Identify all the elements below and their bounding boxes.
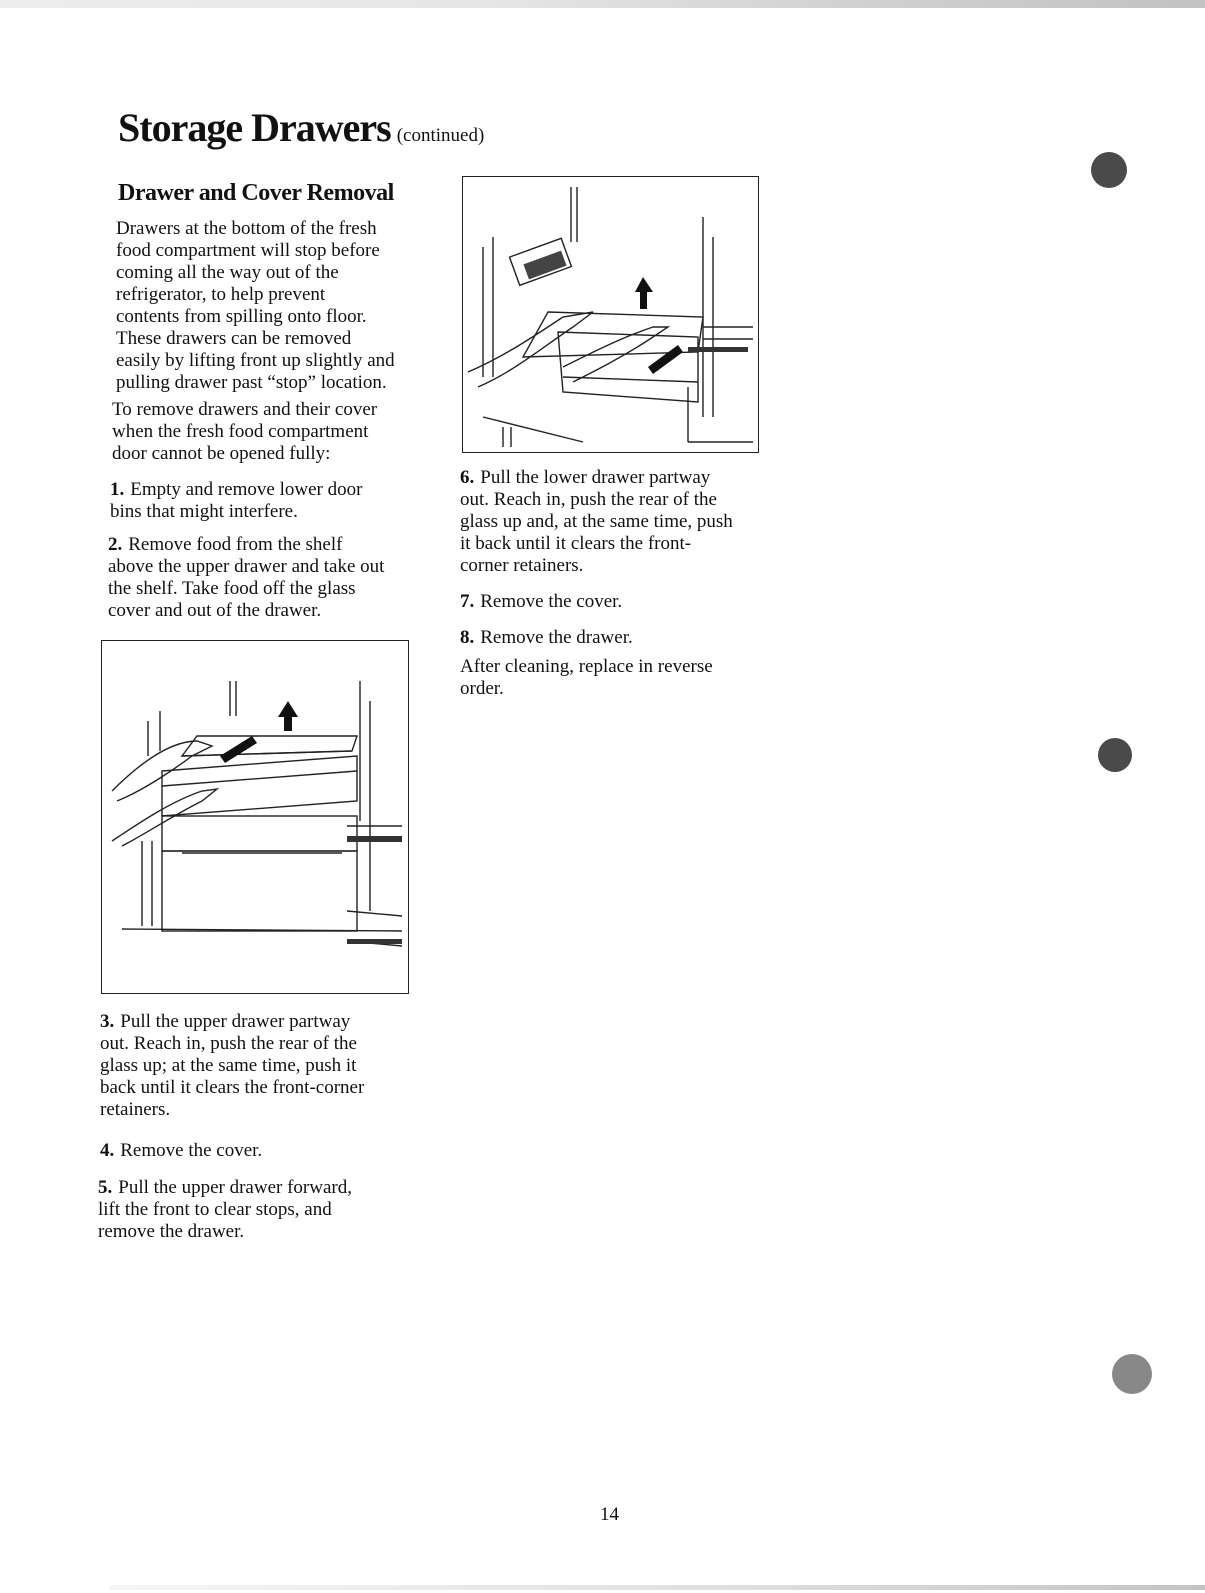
step-line: Pull the lower drawer partway — [480, 467, 711, 488]
condition-line: when the fresh food compartment — [112, 421, 369, 442]
step-8 — [460, 627, 770, 649]
step-line: corner retainers. — [460, 555, 584, 576]
step-line: back until it clears the front-corner — [100, 1077, 365, 1098]
step-7 — [460, 591, 770, 613]
intro-line: coming all the way out of the — [116, 262, 339, 283]
binder-hole-top — [1091, 152, 1127, 188]
drawer-illustration-2-svg — [463, 177, 758, 452]
condition-paragraph — [112, 399, 422, 465]
step-number: 7. — [460, 591, 475, 612]
step-line: Remove food from the shelf — [128, 534, 343, 555]
step-line: Remove the cover. — [480, 591, 623, 612]
step-line: bins that might interfere. — [110, 501, 298, 522]
step-5 — [98, 1177, 418, 1243]
step-6 — [460, 467, 780, 577]
intro-line: refrigerator, to help prevent — [116, 284, 326, 305]
page-title-main: Storage Drawers — [118, 105, 391, 150]
step-line: lift the front to clear stops, and — [98, 1199, 332, 1220]
step-line: it back until it clears the front- — [460, 533, 692, 554]
condition-line: To remove drawers and their cover — [112, 399, 378, 420]
step-number: 8. — [460, 627, 475, 648]
page-title — [118, 104, 484, 151]
intro-line: pulling drawer past “stop” location. — [116, 372, 387, 393]
step-number: 5. — [98, 1177, 113, 1198]
step-4 — [100, 1140, 410, 1162]
intro-paragraph — [116, 218, 426, 394]
step-line: Remove the cover. — [120, 1140, 263, 1161]
intro-line: food compartment will stop before — [116, 240, 380, 261]
step-line: Remove the drawer. — [480, 627, 633, 648]
step-line: out. Reach in, push the rear of the — [100, 1033, 357, 1054]
step-line: cover and out of the drawer. — [108, 600, 322, 621]
step-line: above the upper drawer and take out — [108, 556, 385, 577]
step-number: 4. — [100, 1140, 115, 1161]
step-line: glass up and, at the same time, push — [460, 511, 733, 532]
step-line: glass up; at the same time, push it — [100, 1055, 357, 1076]
intro-line: Drawers at the bottom of the fresh — [116, 218, 377, 239]
step-line: Empty and remove lower door — [130, 479, 363, 500]
step-1 — [110, 479, 420, 523]
scan-edge-bottom — [110, 1585, 1205, 1590]
step-number: 3. — [100, 1011, 115, 1032]
section-heading: Drawer and Cover Removal — [118, 180, 394, 206]
scan-edge-top — [0, 0, 1205, 8]
step-line: retainers. — [100, 1099, 171, 1120]
intro-line: easily by lifting front up slightly and — [116, 350, 395, 371]
step-line: the shelf. Take food off the glass — [108, 578, 356, 599]
step-line: out. Reach in, push the rear of the — [460, 489, 717, 510]
page-number: 14 — [600, 1504, 619, 1525]
step-line: Pull the upper drawer forward, — [118, 1177, 352, 1198]
intro-line: These drawers can be removed — [116, 328, 352, 349]
binder-hole-middle — [1098, 738, 1132, 772]
step-number: 2. — [108, 534, 123, 555]
drawer-illustration-1-svg — [102, 641, 408, 993]
page-title-sub: (continued) — [396, 125, 485, 146]
closing-line: After cleaning, replace in reverse — [460, 656, 713, 677]
step-2 — [108, 534, 428, 622]
drawer-removal-illustration-1 — [101, 640, 409, 994]
closing-line: order. — [460, 678, 504, 699]
step-line: Pull the upper drawer partway — [120, 1011, 351, 1032]
step-number: 1. — [110, 479, 125, 500]
step-3 — [100, 1011, 420, 1121]
condition-line: door cannot be opened fully: — [112, 443, 331, 464]
step-line: remove the drawer. — [98, 1221, 245, 1242]
drawer-removal-illustration-2 — [462, 176, 759, 453]
binder-hole-bottom — [1112, 1354, 1152, 1394]
step-number: 6. — [460, 467, 475, 488]
intro-line: contents from spilling onto floor. — [116, 306, 367, 327]
closing-paragraph — [460, 656, 770, 700]
